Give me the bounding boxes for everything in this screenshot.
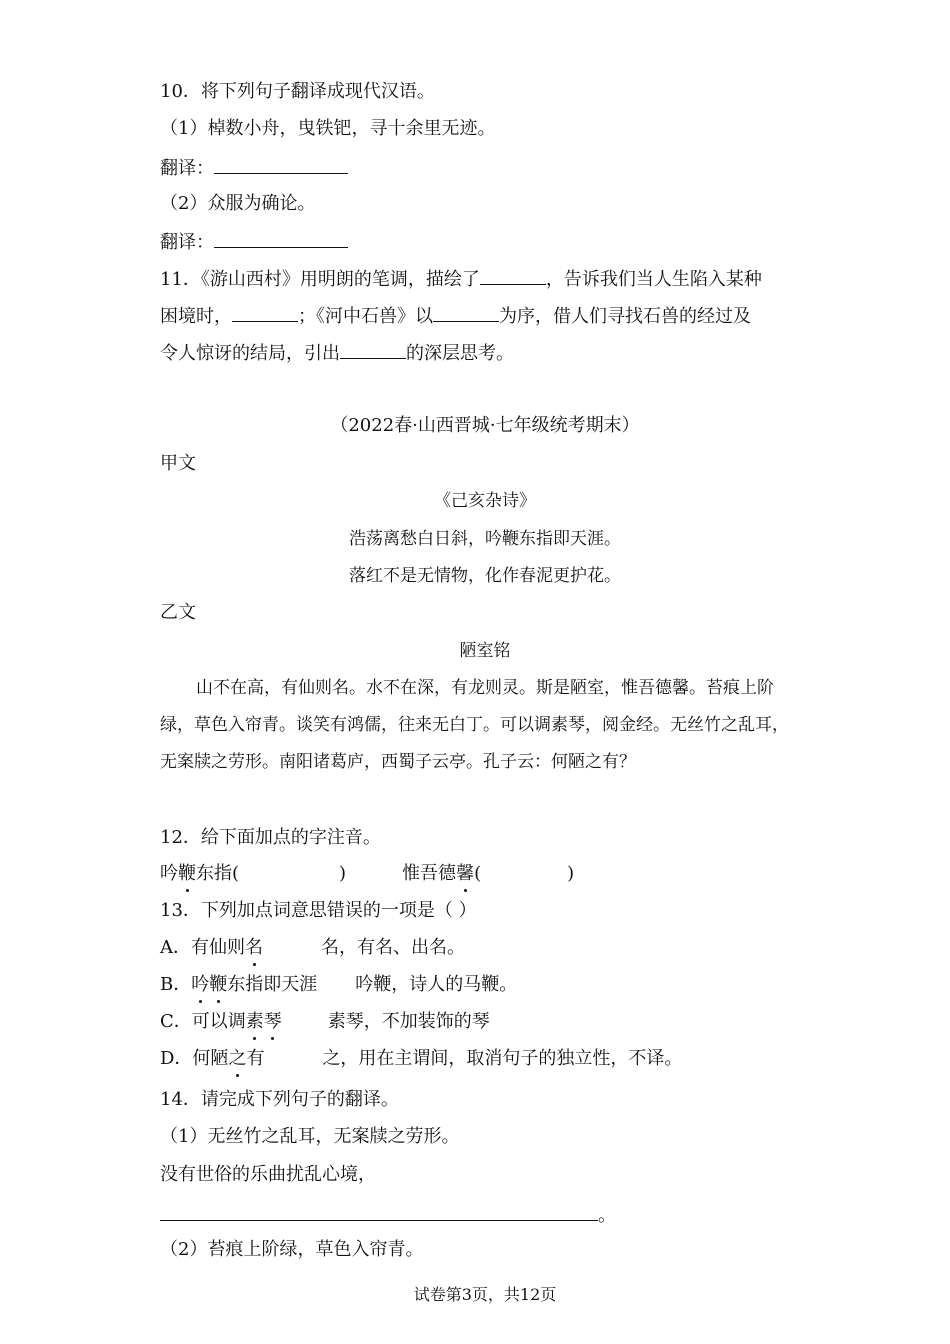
q12-b-pre: 惟吾德 [402, 863, 457, 884]
q12-b-open: ( [474, 863, 482, 884]
q13-option-c[interactable] [160, 1010, 490, 1034]
q11-line-3 [160, 340, 514, 366]
q12-a-dotted-char: 鞭 [178, 863, 196, 884]
jia-title: 《己亥杂诗》 [434, 491, 536, 511]
q11-text-2a: 困境时， [160, 306, 232, 327]
q13-b-dotted-2: 鞭 [209, 974, 228, 995]
q13-a-pre: A．有仙则 [160, 937, 245, 958]
q13-option-d[interactable] [160, 1047, 682, 1071]
q12-a-post: 东指( [196, 863, 240, 884]
q14-sentence-1: （1）无丝竹之乱耳，无案牍之劳形。 [160, 1126, 460, 1147]
q10-translation-1-label: 翻译： [160, 158, 214, 179]
yi-title: 陋室铭 [459, 641, 511, 661]
q10-translation-1-blank[interactable] [214, 155, 348, 174]
q12-a-pre: 吟 [160, 863, 178, 884]
q12-b-dotted-char: 馨 [456, 863, 475, 884]
q14-stem: 14．请完成下列句子的翻译。 [160, 1089, 399, 1110]
q14-translation-1-line [160, 1202, 616, 1228]
page-footer: 试卷第3页，共12页 [413, 1285, 557, 1304]
q13-d-explanation: 之，用在主谓间，取消句子的独立性，不译。 [322, 1048, 683, 1069]
q11-blank-3[interactable] [433, 303, 499, 322]
q12-b-close: ) [567, 863, 575, 884]
q13-d-dotted: 之 [228, 1048, 247, 1069]
q13-d-pre: D．何陋 [160, 1048, 229, 1069]
q14-sentence-2: （2）苔痕上阶绿，草色入帘青。 [160, 1239, 424, 1260]
q13-c-explanation: 素琴，不加装饰的琴 [327, 1011, 490, 1032]
q10-translation-1 [160, 155, 348, 181]
q13-b-pre: B． [160, 974, 192, 995]
q13-c-dotted-2: 琴 [263, 1011, 282, 1032]
q11-text-2b: ；《河中石兽》以 [298, 306, 433, 327]
q13-a-dotted: 名 [245, 937, 263, 958]
q11-blank-1[interactable] [480, 266, 546, 285]
q11-text-3b: 的深层思考。 [406, 343, 514, 364]
q11-line-1 [160, 266, 762, 292]
jia-label: 甲文 [160, 453, 196, 474]
q13-b-post: 东指即天涯 [227, 974, 318, 995]
q10-translation-2-blank[interactable] [214, 229, 348, 248]
q13-option-a[interactable] [160, 936, 465, 960]
q14-translation-1-blank[interactable] [160, 1202, 598, 1221]
q13-option-b[interactable] [160, 973, 517, 997]
yi-label: 乙文 [160, 602, 196, 623]
q13-c-dotted-1: 素 [245, 1011, 264, 1032]
q11-text-1b: ，告诉我们当人生陷入某种 [545, 269, 762, 290]
q12-stem: 12．给下面加点的字注音。 [160, 827, 381, 848]
q12-a-close: ) [339, 863, 347, 884]
q13-b-explanation: 吟鞭，诗人的马鞭。 [355, 974, 518, 995]
q11-text-3a: 令人惊讶的结局，引出 [160, 343, 340, 364]
q14-translation-1-end: 。 [598, 1205, 616, 1226]
q13-d-post: 有 [246, 1048, 265, 1069]
q13-a-explanation: 名，有名、出名。 [321, 937, 465, 958]
yi-body: 山不在高，有仙则名。水不在深，有龙则灵。斯是陋室，惟吾德馨。苔痕上阶绿，草色入帘青。谈笑有鸿儒，往来无白丁。可以调素琴，阅金经。无丝竹之乱耳，无案牍之劳形。南阳诸葛庐，西蜀子云亭。孔子云：何陋之有？ [160, 678, 789, 772]
q11-blank-2[interactable] [232, 303, 298, 322]
q13-c-pre: C．可以调 [160, 1011, 246, 1032]
q12-items [160, 862, 574, 886]
q13-stem: 13．下列加点词意思错误的一项是（ ） [160, 900, 477, 921]
q10-translation-2-label: 翻译： [160, 232, 214, 253]
q10-sentence-2: （2）众服为确论。 [160, 193, 316, 214]
jia-line-1: 浩荡离愁白日斜，吟鞭东指即天涯。 [349, 529, 621, 549]
exam-source: （2022春·山西晋城·七年级统考期末） [330, 415, 640, 436]
q10-translation-2 [160, 229, 348, 255]
q13-b-dotted-1: 吟 [191, 974, 210, 995]
q11-blank-4[interactable] [340, 340, 406, 359]
q10-sentence-1: （1）棹数小舟，曳铁钯，寻十余里无迹。 [160, 118, 496, 139]
q14-translation-1-start: 没有世俗的乐曲扰乱心境， [160, 1164, 376, 1185]
jia-line-2: 落红不是无情物，化作春泥更护花。 [349, 566, 621, 586]
q10-stem: 10．将下列句子翻译成现代汉语。 [160, 81, 435, 102]
q11-line-2 [160, 303, 751, 329]
q11-text-2c: 为序，借人们寻找石兽的经过及 [499, 306, 751, 327]
q11-text-1a: 11．《游山西村》用明朗的笔调，描绘了 [160, 269, 480, 290]
